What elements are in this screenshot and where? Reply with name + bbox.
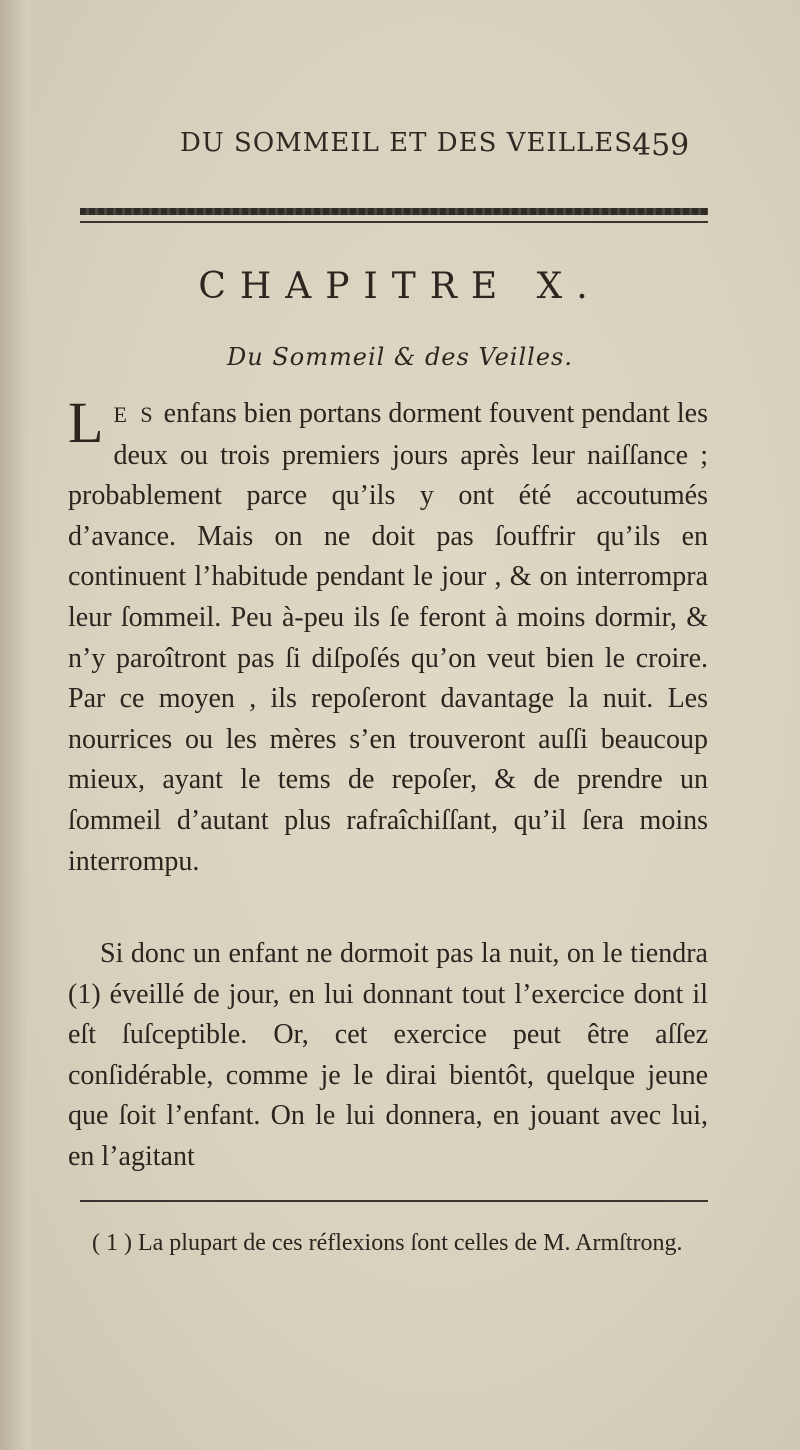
paragraph-1-text: enfans bien portans dorment fouvent pendant les deux ou trois premiers jours après leur naiſſance ; probablement parce qu’ils y ont été accoutumés d’avance. Mais on ne doit pas ſouffrir qu’ils en continuent l’habitude pendant le jour , & on interrompra leur ſommeil. Peu à-peu ils ſe feront à moins dormir, & n’y paroîtront pas ſi diſpoſés qu’on veut bien le croire. Par ce moyen , ils repoſeront davantage la nuit. Les nourrices ou les mères s’en trouveront auſſi beaucoup mieux, ayant le tems de repoſer, & de prendre un ſommeil d’autant plus rafraîchiſſant, qu’il ſera moins interrompu.: [68, 398, 708, 877]
paragraph-2: Si donc un enfant ne dormoit pas la nuit, on le tiendra (1) éveillé de jour, en lui donnant tout l’exercice dont il eſt ſuſceptible. Or, cet exercice peut être aſſez conſidérable, comme je le dirai bientôt, quelque jeune que ſoit l’enfant. On le lui donnera, en jouant avec lui, en l’agitant: [68, 938, 708, 1172]
drop-cap: L: [68, 390, 104, 455]
paragraph-1: [68, 390, 708, 882]
chapter-subtitle: Du Sommeil & des Veilles.: [227, 343, 573, 371]
header-rule-ornamental: [80, 208, 708, 215]
page-gutter-shadow: [0, 0, 30, 1450]
drop-cap-continuation: E S: [113, 402, 157, 427]
page-number: 459: [632, 128, 690, 163]
chapter-title: CHAPITRE X.: [198, 266, 602, 307]
header-rule: [80, 221, 708, 223]
footnote: ( 1 ) La plupart de ces réflexions ſont celles de M. Armſtrong.: [92, 1230, 683, 1256]
running-head: DU SOMMEIL ET DES VEILLES.: [180, 128, 642, 158]
footnote-rule: [80, 1200, 708, 1202]
